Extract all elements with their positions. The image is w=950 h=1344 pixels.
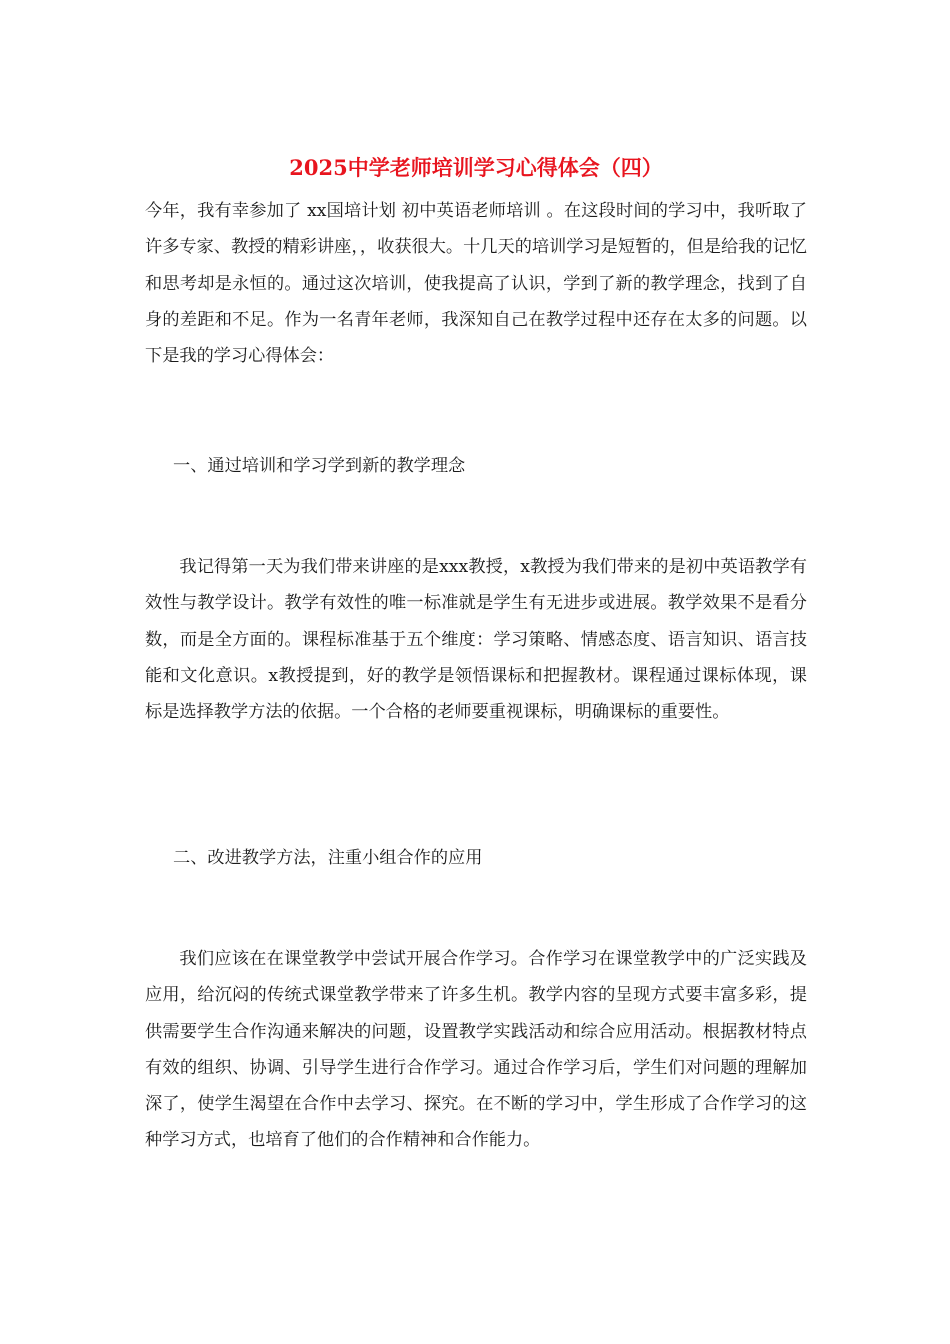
section-2-heading: 二、改进教学方法，注重小组合作的应用 [173,848,483,868]
section-2-body: 我们应该在在课堂教学中尝试开展合作学习。合作学习在课堂教学中的广泛实践及应用，给沉闷的传统式课堂教学带来了许多生机。教学内容的呈现方式要丰富多彩，提供需要学生合作沟通来解决的问题，设置教学实践活动和综合应用活动。根据教材特点有效的组织、协调、引导学生进行合作学习。通过合作学习后，学生们对问题的理解加深了，使学生渴望在合作中去学习、探究。在不断的学习中，学生形成了合作学习的这种学习方式，也培育了他们的合作精神和合作能力。 [145,949,807,1151]
section-1-body: 我记得第一天为我们带来讲座的是xxx教授，x教授为我们带来的是初中英语教学有效性与教学设计。教学有效性的唯一标准就是学生有无进步或进展。教学效果不是看分数，而是全方面的。课程标准基于五个维度：学习策略、情感态度、语言知识、语言技能和文化意识。x教授提到，好的教学是领悟课标和把握教材。课程通过课标体现，课标是选择教学方法的依据。一个合格的老师要重视课标，明确课标的重要性。 [145,557,807,723]
intro-paragraph: 今年，我有幸参加了 xx国培计划 初中英语老师培训 。在这段时间的学习中，我听取了许多专家、教授的精彩讲座，，收获很大。十几天的培训学习是短暂的，但是给我的记忆和思考却是永恒的。通过这次培训，使我提高了认识，学到了新的教学理念，找到了自身的差距和不足。作为一名青年老师，我深知自己在教学过程中还存在太多的问题。以下是我的学习心得体会： [145,201,807,367]
section-1-heading: 一、通过培训和学习学到新的教学理念 [173,456,466,476]
document-title: 2025中学老师培训学习心得体会（四） [289,155,663,180]
